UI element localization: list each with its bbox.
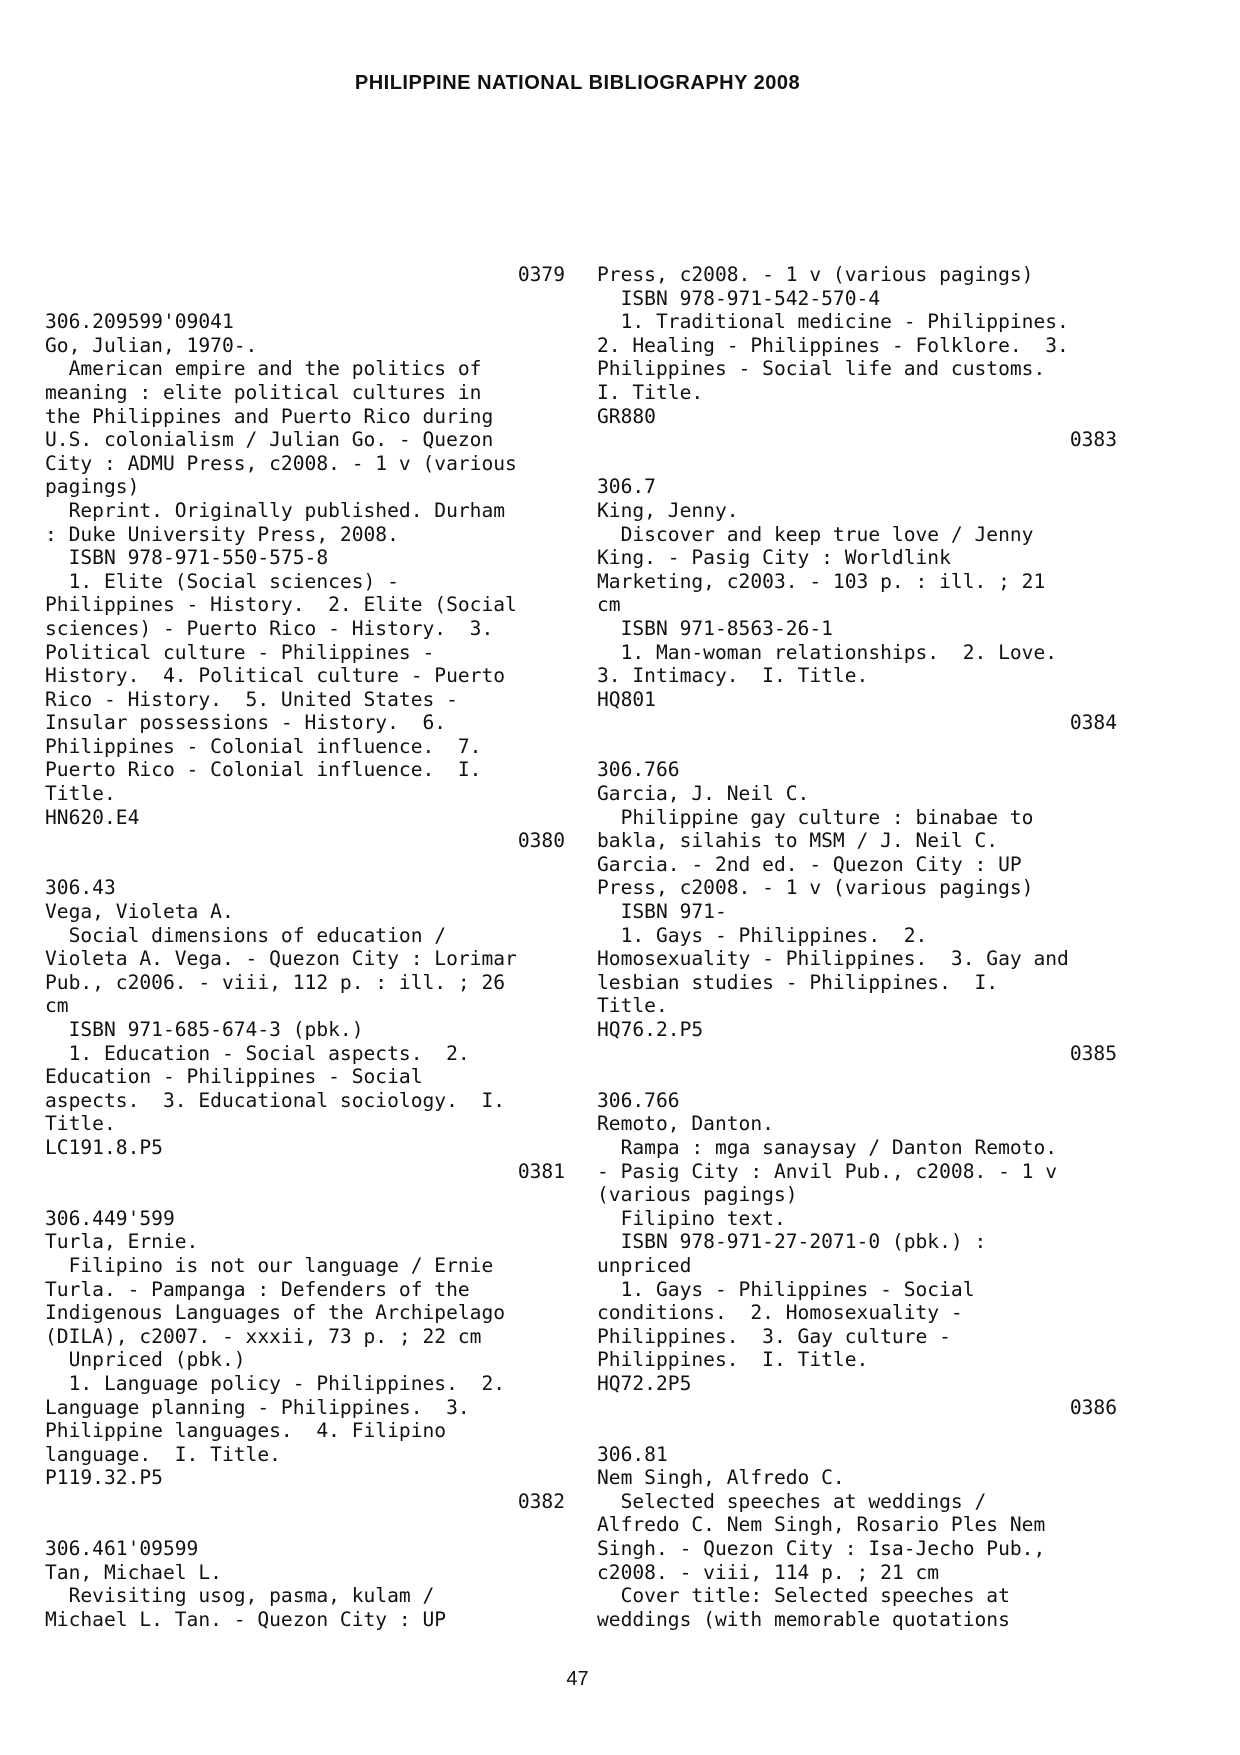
entry-line: American empire and the politics of (45, 357, 482, 381)
entry-line: Filipino is not our language / Ernie (45, 1253, 494, 1277)
entry-line: HQ76.2.P5 (597, 1018, 704, 1041)
entry-line: 1. Education - Social aspects. 2. (45, 1041, 470, 1065)
entry-line: (various pagings) (597, 1183, 798, 1207)
entry-line (597, 452, 1117, 476)
entry-line: Social dimensions of education / (45, 923, 447, 947)
entry-line: Tan, Michael L. (45, 1560, 222, 1584)
entry-line: HN620.E4 (45, 805, 140, 829)
entry-line: unpriced (597, 1253, 692, 1277)
entry-line: Vega, Violeta A. (45, 900, 234, 924)
entry-line: Rampa : mga sanaysay / Danton Remoto. (597, 1135, 1058, 1159)
entry-line: 1. Gays - Philippines. 2. (597, 923, 928, 947)
entry-line: pagings) (45, 475, 140, 499)
entry-line: King. - Pasig City : Worldlink (597, 546, 951, 570)
entry-line: Philippines. I. Title. (597, 1348, 869, 1372)
entry-line: Nem Singh, Alfredo C. (597, 1466, 845, 1490)
entry-line: lesbian studies - Philippines. I. (597, 970, 999, 994)
entry-line (45, 287, 565, 311)
entry-line: 1. Elite (Social sciences) - (45, 569, 399, 593)
entry-line: 306.449'599 (45, 1206, 175, 1230)
entry-line: Philippines. 3. Gay culture - (597, 1324, 951, 1348)
entry-number: 0386 (1069, 1395, 1117, 1419)
entry-number: 0385 (1069, 1041, 1117, 1065)
entry-line: Puerto Rico - Colonial influence. I. (45, 758, 482, 782)
entry-line: aspects. 3. Educational sociology. I. (45, 1088, 506, 1112)
entry-line: Homosexuality - Philippines. 3. Gay and (597, 947, 1069, 971)
entry-line: City : ADMU Press, c2008. - 1 v (various (45, 451, 517, 475)
entry-line: ISBN 971-685-674-3 (pbk.) (45, 1018, 364, 1041)
entry-line: - Pasig City : Anvil Pub., c2008. - 1 v (597, 1159, 1058, 1183)
entry-line: Indigenous Languages of the Archipelago (45, 1301, 506, 1325)
entry-line: Alfredo C. Nem Singh, Rosario Ples Nem (597, 1513, 1046, 1537)
entry-number: 0381 (517, 1159, 565, 1183)
entry-line: sciences) - Puerto Rico - History. 3. (45, 616, 494, 640)
entry-line: Political culture - Philippines - (45, 640, 435, 664)
entry-line: Turla. - Pampanga : Defenders of the (45, 1277, 470, 1301)
entry-line: : Duke University Press, 2008. (45, 522, 399, 546)
entry-line: Selected speeches at weddings / (597, 1489, 987, 1513)
entry-line: Unpriced (pbk.) (45, 1348, 246, 1372)
entry-line: I. Title. (597, 380, 704, 404)
page-header-title: PHILIPPINE NATIONAL BIBLIOGRAPHY 2008 (354, 72, 801, 94)
entry-line: Philippines - Social life and customs. (597, 357, 1046, 381)
entry-line: cm (597, 593, 621, 617)
entry-line: LC191.8.P5 (45, 1135, 163, 1159)
entry-line: Insular possessions - History. 6. (45, 711, 447, 735)
entry-number: 0380 (517, 829, 565, 853)
entry-line: 3. Intimacy. I. Title. (597, 664, 869, 688)
entry-number: 0379 (517, 263, 565, 286)
entry-line: 306.7 (597, 475, 656, 499)
entry-line: ISBN 978-971-550-575-8 (45, 546, 329, 570)
entry-line (597, 1065, 1117, 1089)
entry-line: Revisiting usog, pasma, kulam / (45, 1584, 435, 1608)
entry-line: Title. (45, 782, 116, 806)
entry-line: Violeta A. Vega. - Quezon City : Lorimar (45, 947, 517, 971)
entry-line: ISBN 978-971-542-570-4 (597, 286, 881, 310)
entry-line: Language planning - Philippines. 3. (45, 1395, 470, 1419)
entry-line: 306.209599'09041 (45, 310, 234, 334)
entry-line: Filipino text. (597, 1206, 786, 1230)
entry-line: 306.766 (597, 1088, 680, 1112)
entry-line: Philippine languages. 4. Filipino (45, 1419, 447, 1443)
entry-line: HQ801 (597, 687, 656, 711)
entry-line: cm (45, 994, 69, 1018)
entry-line (45, 1183, 565, 1207)
entry-line: Rico - History. 5. United States - (45, 687, 458, 711)
right-column (597, 263, 1117, 1631)
entry-line: 1. Gays - Philippines - Social (597, 1277, 975, 1301)
entry-number: 0383 (1069, 428, 1117, 452)
entry-line: Reprint. Originally published. Durham (45, 498, 506, 522)
entry-line (45, 853, 565, 877)
entry-line: 1. Man-woman relationships. 2. Love. (597, 640, 1058, 664)
page-number: 47 (566, 1668, 589, 1690)
entry-line: Marketing, c2003. - 103 p. : ill. ; 21 (597, 569, 1046, 593)
entry-line: Singh. - Quezon City : Isa-Jecho Pub., (597, 1537, 1046, 1561)
entry-line: Title. (597, 994, 668, 1018)
entry-line: ISBN 978-971-27-2071-0 (pbk.) : (597, 1230, 987, 1254)
entry-line: King, Jenny. (597, 498, 739, 522)
entry-line: 306.461'09599 (45, 1537, 199, 1561)
entry-line: Press, c2008. - 1 v (various pagings) (597, 876, 1034, 900)
entry-line: History. 4. Political culture - Puerto (45, 664, 506, 688)
entry-line: meaning : elite political cultures in (45, 380, 482, 404)
entry-line: 306.81 (597, 1442, 668, 1466)
entry-line: Michael L. Tan. - Quezon City : UP (45, 1607, 447, 1631)
entry-line: 1. Language policy - Philippines. 2. (45, 1371, 506, 1395)
entry-line: Garcia, J. Neil C. (597, 782, 810, 806)
entry-number: 0384 (1069, 711, 1117, 735)
entry-line: ISBN 971- (597, 900, 727, 924)
entry-line: Education - Philippines - Social (45, 1065, 423, 1089)
entry-line: Garcia. - 2nd ed. - Quezon City : UP (597, 852, 1022, 876)
entry-line: Press, c2008. - 1 v (various pagings) (597, 263, 1034, 286)
entry-line (597, 1419, 1117, 1443)
entry-line: 306.766 (597, 758, 680, 782)
entry-line: language. I. Title. (45, 1442, 281, 1466)
entry-line: Philippines - History. 2. Elite (Social (45, 593, 517, 617)
entry-line: Philippine gay culture : binabae to (597, 805, 1034, 829)
left-column (45, 263, 565, 1631)
entry-line: Go, Julian, 1970-. (45, 333, 258, 357)
entry-line: HQ72.2P5 (597, 1371, 692, 1395)
entry-line: Remoto, Danton. (597, 1112, 774, 1136)
entry-line: Pub., c2006. - viii, 112 p. : ill. ; 26 (45, 970, 506, 994)
entry-line: c2008. - viii, 114 p. ; 21 cm (597, 1560, 940, 1584)
entry-line: P119.32.P5 (45, 1466, 163, 1490)
entry-line: 2. Healing - Philippines - Folklore. 3. (597, 333, 1069, 357)
entry-line: conditions. 2. Homosexuality - (597, 1301, 963, 1325)
entry-number: 0382 (517, 1489, 565, 1513)
entry-line: weddings (with memorable quotations (597, 1607, 1010, 1631)
entry-line: Turla, Ernie. (45, 1230, 199, 1254)
entry-line: Philippines - Colonial influence. 7. (45, 734, 482, 758)
entry-line: GR880 (597, 404, 656, 428)
entry-line: Title. (45, 1112, 116, 1136)
entry-line: Cover title: Selected speeches at (597, 1584, 1010, 1608)
entry-line (597, 735, 1117, 759)
entry-line: bakla, silahis to MSM / J. Neil C. (597, 829, 999, 853)
entry-line: the Philippines and Puerto Rico during (45, 404, 494, 428)
entry-line: (DILA), c2007. - xxxii, 73 p. ; 22 cm (45, 1324, 482, 1348)
entry-line: ISBN 971-8563-26-1 (597, 616, 833, 640)
entry-line: U.S. colonialism / Julian Go. - Quezon (45, 428, 494, 452)
entry-line: 1. Traditional medicine - Philippines. (597, 310, 1069, 334)
entry-line: 306.43 (45, 876, 116, 900)
entry-line (45, 1513, 565, 1537)
entry-line: Discover and keep true love / Jenny (597, 522, 1034, 546)
